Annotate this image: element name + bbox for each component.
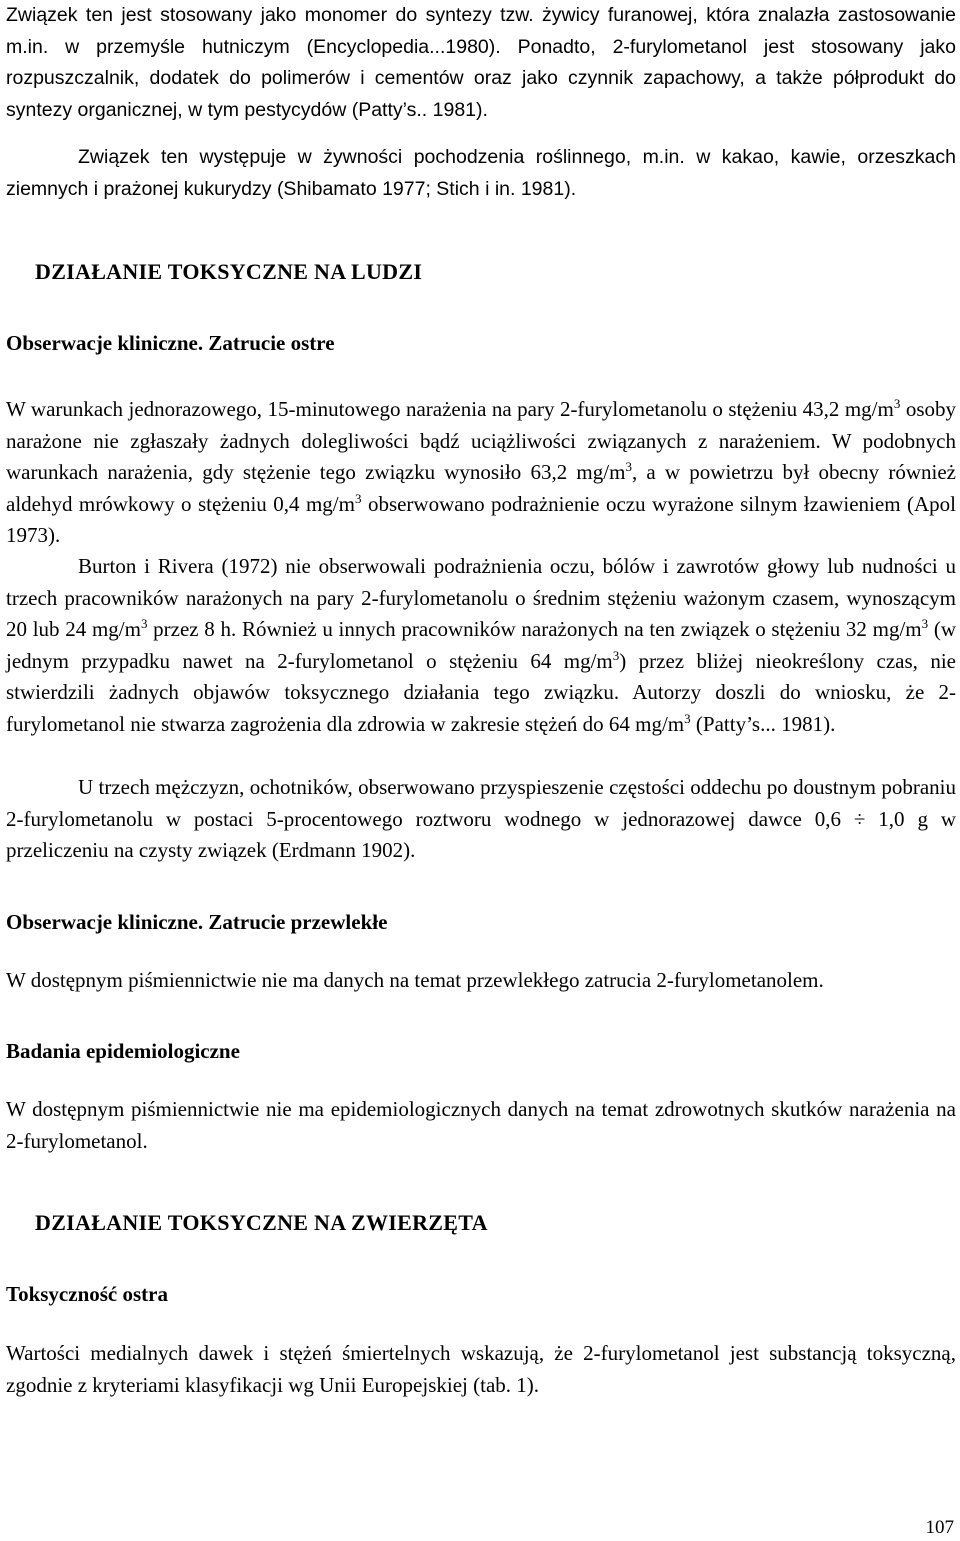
chronic-paragraph-1: W dostępnym piśmiennictwie nie ma danych na temat przewlekłego zatrucia 2-furylometanolem. (6, 968, 824, 992)
intro-paragraph-1: Związek ten jest stosowany jako monomer do syntezy tzw. żywicy furanowej, która znalazła zastosowanie m.in. w przemyśle hutniczym (Encyclopedia...1980). Ponadto, 2-furylometanol jest stosowany jako rozpuszczalnik, dodatek do polimerów i cementów oraz jako czynnik zapachowy, a także półprodukt do syntezy organicznej, w tym pestycydów (Patty’s.. 1981). (6, 4, 956, 121)
epidemiology-paragraph-1: W dostępnym piśmiennictwie nie ma epidemiologicznych danych na temat zdrowotnych skutków narażenia na 2-furylometanol. (6, 1097, 956, 1153)
superscript: 3 (140, 616, 148, 631)
superscript: 3 (354, 490, 362, 506)
superscript: 3 (893, 396, 901, 411)
acute-paragraph-1: W warunkach jednorazowego, 15-minutowego narażenia na pary 2-furylometanolu o stężeniu 43,2 $mg/m^3$ osoby narażone nie zgłaszały żadnych dolegliwości bądź uciążliwości związanych z narażeniem. W podobnych warunkach narażenia, gdy stężenie tego związku wynosiło 63,2 $mg/m^3$, a w powietrzu był obecny również aldehyd mrówkowy o stężeniu 0,4 $mg/m^3$ obserwowano podrażnienie oczu wyrażone silnym łzawieniem (Apol 1973). (6, 396, 956, 547)
heading-epidemiology: Badania epidemiologiczne (6, 1039, 240, 1063)
acute-paragraph-3: U trzech mężczyzn, ochotników, obserwowano przyspieszenie częstości oddechu po doustnym pobraniu 2-furylometanolu w postaci 5-procentowego roztworu wodnego w jednorazowej dawce 0,6 ÷ 1,0 g w przeliczeniu na czysty związek (Erdmann 1902). (6, 775, 956, 862)
superscript: 3 (921, 616, 929, 631)
superscript: 3 (625, 459, 632, 474)
acute-paragraph-2: Burton i Rivera (1972) nie obserwowali podrażnienia oczu, bólów i zawrotów głowy lub nudności u trzech pracowników narażonych na pary 2-furylometanolu o średnim stężeniu ważonym czasem, wynoszącym 20 lub 24 $mg/m^3$ przez 8 h. Również u innych pracowników narażonych na ten związek o stężeniu 32 $mg/m^3$ (w jednym przypadku nawet na 2-furylometanol o stężeniu 64 $mg/m^3$) przez bliżej nieokreślony czas, nie stwierdzili żadnych objawów toksycznego działania tego związku. Autorzy doszli do wniosku, że 2-furylometanol nie stwarza zagrożenia dla zdrowia w zakresie stężeń do 64 $mg/m^3$ (Patty’s... 1981). (6, 554, 957, 736)
section-title-humans: DZIAŁANIE TOKSYCZNE NA LUDZI (35, 259, 423, 284)
heading-acute-toxicity: Toksyczność ostra (6, 1282, 168, 1306)
section-title-animals: DZIAŁANIE TOKSYCZNE NA ZWIERZĘTA (35, 1210, 488, 1235)
heading-acute-poisoning: Obserwacje kliniczne. Zatrucie ostre (6, 331, 335, 355)
page-number: 107 (925, 1517, 954, 1538)
superscript: 3 (684, 710, 691, 726)
superscript: 3 (612, 647, 620, 663)
acute-toxicity-paragraph-1: Wartości medialnych dawek i stężeń śmiertelnych wskazują, że 2-furylometanol jest substancją toksyczną, zgodnie z kryteriami klasyfikacji wg Unii Europejskiej (tab. 1). (6, 1341, 956, 1397)
heading-chronic-poisoning: Obserwacje kliniczne. Zatrucie przewlekłe (6, 910, 388, 934)
intro-paragraph-2: Związek ten występuje w żywności pochodzenia roślinnego, m.in. w kakao, kawie, orzeszkach ziemnych i prażonej kukurydzy (Shibamato 1977; Stich i in. 1981). (6, 146, 956, 200)
